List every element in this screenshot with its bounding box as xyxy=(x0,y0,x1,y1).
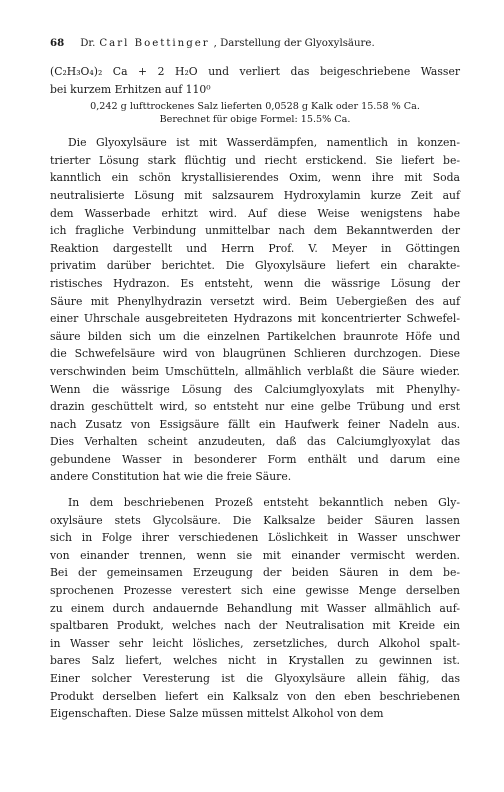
author-name xyxy=(99,37,209,51)
text-line: zu einem durch andauernde Behandlung mit Wasser allmählich auf- xyxy=(50,601,460,615)
text-line: drazin geschüttelt wird, so entsteht nur eine gelbe Trübung und erst xyxy=(50,400,460,414)
text-line: spaltbaren Produkt, welches nach der Neutralisation mit Kreide ein xyxy=(50,619,460,633)
text-line: oxylsäure stets Glycolsäure. Die Kalksalze beider Säuren lassen xyxy=(50,513,460,527)
formula-intro xyxy=(50,63,460,98)
text-line: gebundene Wasser in besonderer Form enthält und darum eine xyxy=(50,452,460,466)
page xyxy=(50,36,460,723)
text-line: neutralisierte Lösung mit salzsaurem Hydroxylamin kurze Zeit auf xyxy=(50,188,460,202)
text-line: Produkt derselben liefert ein Kalksalz von den eben beschriebenen xyxy=(50,689,460,703)
text-line: Reaktion dargestellt und Herrn Prof. V. Meyer in Göttingen xyxy=(50,241,460,255)
formula-line: bei kurzem Erhitzen auf 110⁰ xyxy=(50,82,211,96)
analysis-result: 0,242 g lufttrockenes Salz lieferten 0,0528 g Kalk oder 15.58 % Ca. xyxy=(90,101,420,113)
text-line: ristisches Hydrazon. Es entsteht, wenn die wässrige Lösung der xyxy=(50,276,460,290)
text-line: einer Uhrschale ausgebreiteten Hydrazons mit koncentrierter Schwefel- xyxy=(50,312,460,326)
text-line: Einer solcher Veresterung ist die Glyoxylsäure allein fähig, das xyxy=(50,672,460,685)
text-line: Eigenschaften. Diese Salze müssen mittelst Alkohol von dem xyxy=(50,707,384,721)
text-line: Wenn die wässrige Lösung des Calciumglyoxylats mit Phenylhy- xyxy=(50,382,460,396)
text-line: Bei der gemeinsamen Erzeugung der beiden Säuren in dem be- xyxy=(50,566,460,580)
text-line: Säure mit Phenylhydrazin versetzt wird. Beim Uebergießen des auf xyxy=(50,294,460,308)
author-name-text: Carl Boettinger xyxy=(99,38,210,49)
text-line: Die Glyoxylsäure ist mit Wasserdämpfen, namentlich in konzen- xyxy=(68,136,460,150)
paragraph-1 xyxy=(50,134,460,486)
text-line: nach Zusatz von Essigsäure fällt ein Haufwerk feiner Nadeln aus. xyxy=(50,417,460,431)
text-line: ich fragliche Verbindung unmittelbar nach dem Bekanntwerden der xyxy=(50,224,460,238)
running-head xyxy=(50,36,460,51)
author-prefix: Dr. xyxy=(80,38,96,49)
analysis-block xyxy=(50,100,460,126)
text-line: von einander trennen, wenn sie mit einander vermischt werden. xyxy=(50,548,460,562)
text-line: bares Salz liefert, welches nicht in Krystallen zu gewinnen ist. xyxy=(50,654,460,668)
text-line: in Wasser sehr leicht lösliches, zersetzliches, durch Alkohol spalt- xyxy=(50,636,460,650)
text-line: trierter Lösung stark flüchtig und riecht erstickend. Sie liefert be- xyxy=(50,153,460,167)
running-title: , Darstellung der Glyoxylsäure. xyxy=(213,38,375,49)
text-line: sprochenen Prozesse verestert sich eine gewisse Menge derselben xyxy=(50,584,460,598)
text-line: die Schwefelsäure wird von blaugrünen Schlieren durchzogen. Diese xyxy=(50,347,460,361)
text-line: privatim darüber berichtet. Die Glyoxylsäure liefert ein charakte- xyxy=(50,259,460,273)
text-line: In dem beschriebenen Prozeß entsteht bekanntlich neben Gly- xyxy=(68,496,460,510)
page-number: 68 xyxy=(50,37,65,49)
text-line: kanntlich ein schön krystallisierendes Oxim, wenn ihre mit Soda xyxy=(50,171,460,185)
formula-line: (C₂H₃O₄)₂ Ca + 2 H₂O und verliert das beigeschriebene Wasser xyxy=(50,65,460,78)
text-line: andere Constitution hat wie die freie Säure. xyxy=(50,470,292,484)
text-line: säure bilden sich um die einzelnen Partikelchen braunrote Höfe und xyxy=(50,329,460,343)
text-line: dem Wasserbade erhitzt wird. Auf diese Weise wenigstens habe xyxy=(50,206,460,220)
paragraph-2 xyxy=(50,494,460,723)
paragraph-gap xyxy=(50,486,460,494)
text-line: sich in Folge ihrer verschiedenen Löslichkeit in Wasser unschwer xyxy=(50,531,460,545)
text-line: Dies Verhalten scheint anzudeuten, daß das Calciumglyoxylat das xyxy=(50,435,460,449)
text-line: verschwinden beim Umschütteln, allmählich verblaßt die Säure wieder. xyxy=(50,364,460,378)
analysis-calculated: Berechnet für obige Formel: 15.5% Ca. xyxy=(159,114,351,126)
